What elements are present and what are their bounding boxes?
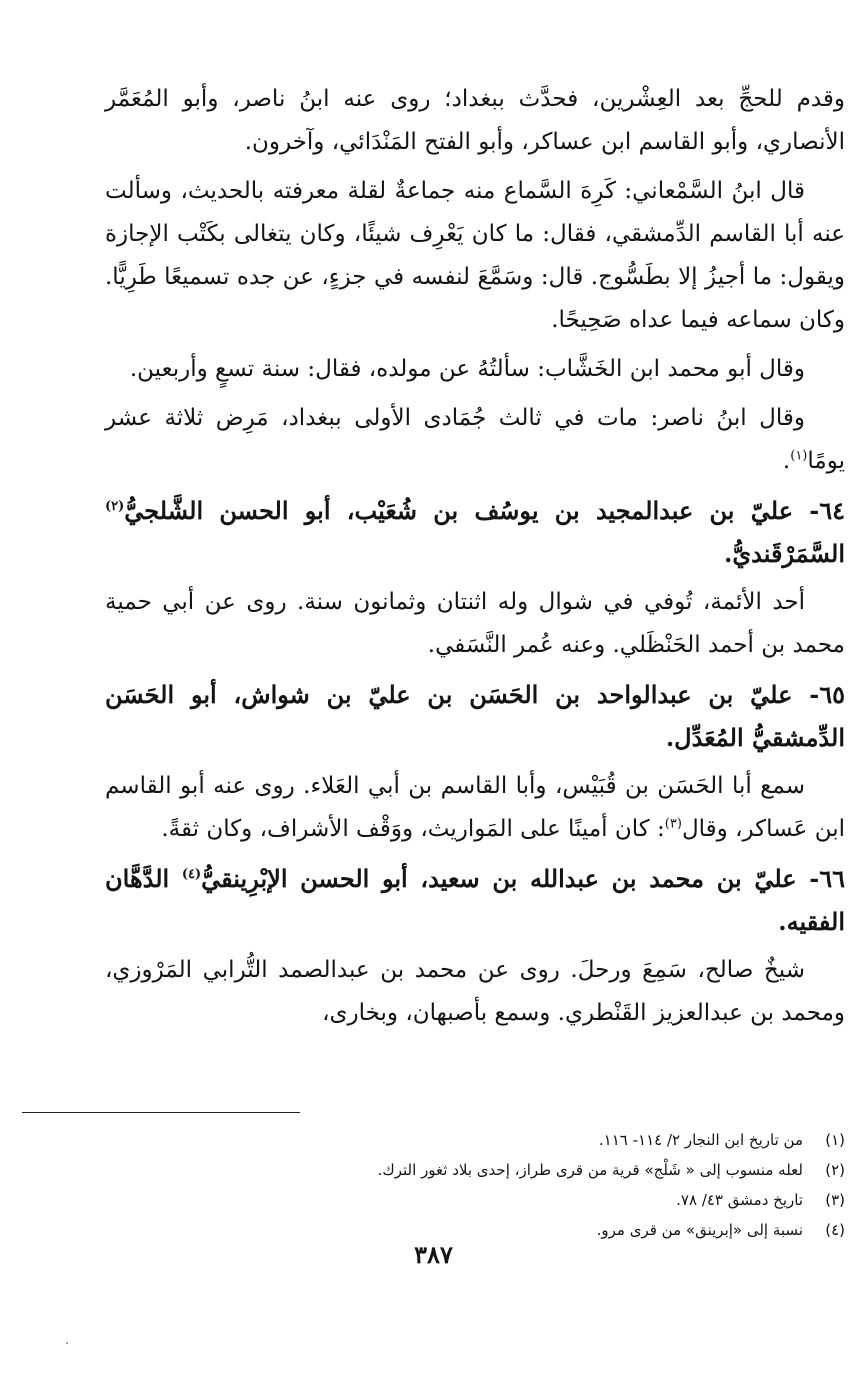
paragraph-text: سمع أبا الحَسَن بن قُبَيْس، وأبا القاسم بن أبي العَلاء. روى عنه أبو القاسم ابن عَساكر، وقال — [105, 773, 845, 842]
paragraph-text: وقال ابنُ ناصر: مات في ثالث جُمَادى الأولى ببغداد، مَرِض ثلاثة عشر يومًا — [105, 405, 845, 474]
entry-heading-64 — [105, 489, 845, 575]
heading-text-end: السَّمَرْقَنديُّ. — [724, 539, 845, 568]
paragraph-end: . — [782, 448, 791, 474]
paragraph: شيخٌ صالح، سَمِعَ ورحلَ. روى عن محمد بن عبدالصمد التُّرابي المَرْوزي، ومحمد بن عبدالعزيز القَنْطري. وسمع بأصبهان، وبخارى، — [105, 957, 845, 1026]
footnote-number: (١) — [825, 1131, 845, 1149]
footnote-ref: (١) — [790, 448, 808, 464]
paragraph — [105, 397, 845, 483]
footnote-text: تاريخ دمشق ٤٣/ ٧٨. — [676, 1191, 803, 1209]
footnote-ref: (٤) — [181, 867, 202, 882]
entry-heading-66 — [105, 857, 845, 943]
footnote — [105, 1125, 845, 1155]
footnote-number: (٤) — [825, 1221, 845, 1239]
main-text — [105, 78, 845, 1041]
footnote — [105, 1155, 845, 1185]
footnote-text: نسبة إلى «إبرينق» من قرى مرو. — [596, 1221, 803, 1239]
paragraph: قال ابنُ السَّمْعاني: كَرِهَ السَّماع منه جماعةٌ لقلة معرفته بالحديث، وسألت عنه أبا القاسم الدِّمشقي، فقال: ما كان يَعْرِف شيئًا، وكان يتغالى بكَتْب الإجازة ويقول: ما أجيزُ إلا بطَسُّوج. قال: وسَمَّعَ لنفسه في جزءٍ، عن جده تسميعًا طَرِيًّا. وكان سماعه فيما عداه صَحِيحًا. — [105, 178, 845, 333]
paragraph: أحد الأئمة، تُوفي في شوال وله اثنتان وثمانون سنة. روى عن أبي حمية محمد بن أحمد الحَنْظَلي. وعنه عُمر النَّسَفي. — [105, 589, 845, 658]
paragraph-text-end: : كان أمينًا على المَواريث، ووَقْف الأشراف، وكان ثقةً. — [161, 816, 665, 842]
page-number: ٣٨٧ — [414, 1240, 453, 1269]
footnote-ref: (٣) — [664, 816, 682, 832]
heading-text: ٦٦- عليّ بن محمد بن عبدالله بن سعيد، أبو الحسن الإبْرِينقيُّ — [201, 864, 845, 893]
footnote-number: (٣) — [825, 1191, 845, 1209]
footnote-text: من تاريخ ابن النجار ٢/ ١١٤- ١١٦. — [598, 1131, 803, 1149]
footnote-ref: (٢) — [105, 499, 125, 514]
footnote-text: لعله منسوب إلى « شَلْج» قرية من قرى طراز، إحدى بلاد ثغور الترك. — [377, 1161, 803, 1179]
footnote — [105, 1185, 845, 1215]
footnotes — [105, 1125, 845, 1245]
paragraph: وقال أبو محمد ابن الخَشَّاب: سألتُهُ عن مولده، فقال: سنة تسعٍ وأربعين. — [129, 356, 805, 382]
paragraph — [105, 765, 845, 851]
paragraph: وقدم للحجِّ بعد العِشْرين، فحدَّث ببغداد؛ روى عنه ابنُ ناصر، وأبو المُعَمَّر الأنصاري، وأبو القاسم ابن عساكر، وأبو الفتح المَنْدَائي، وآخرون. — [105, 86, 845, 155]
heading-text-end: الدَّهَّان الفقيه. — [105, 864, 845, 936]
footnote-divider — [22, 1112, 300, 1113]
entry-heading-65: ٦٥- عليّ بن عبدالواحد بن الحَسَن بن عليّ بن شواش، أبو الحَسَن الدِّمشقيُّ المُعَدِّل. — [105, 680, 845, 752]
scan-speck — [66, 1342, 68, 1344]
heading-text: ٦٤- عليّ بن عبدالمجيد بن يوسُف بن شُعَيْب، أبو الحسن الشَّلجيُّ — [124, 496, 845, 525]
footnote-number: (٢) — [825, 1161, 845, 1179]
